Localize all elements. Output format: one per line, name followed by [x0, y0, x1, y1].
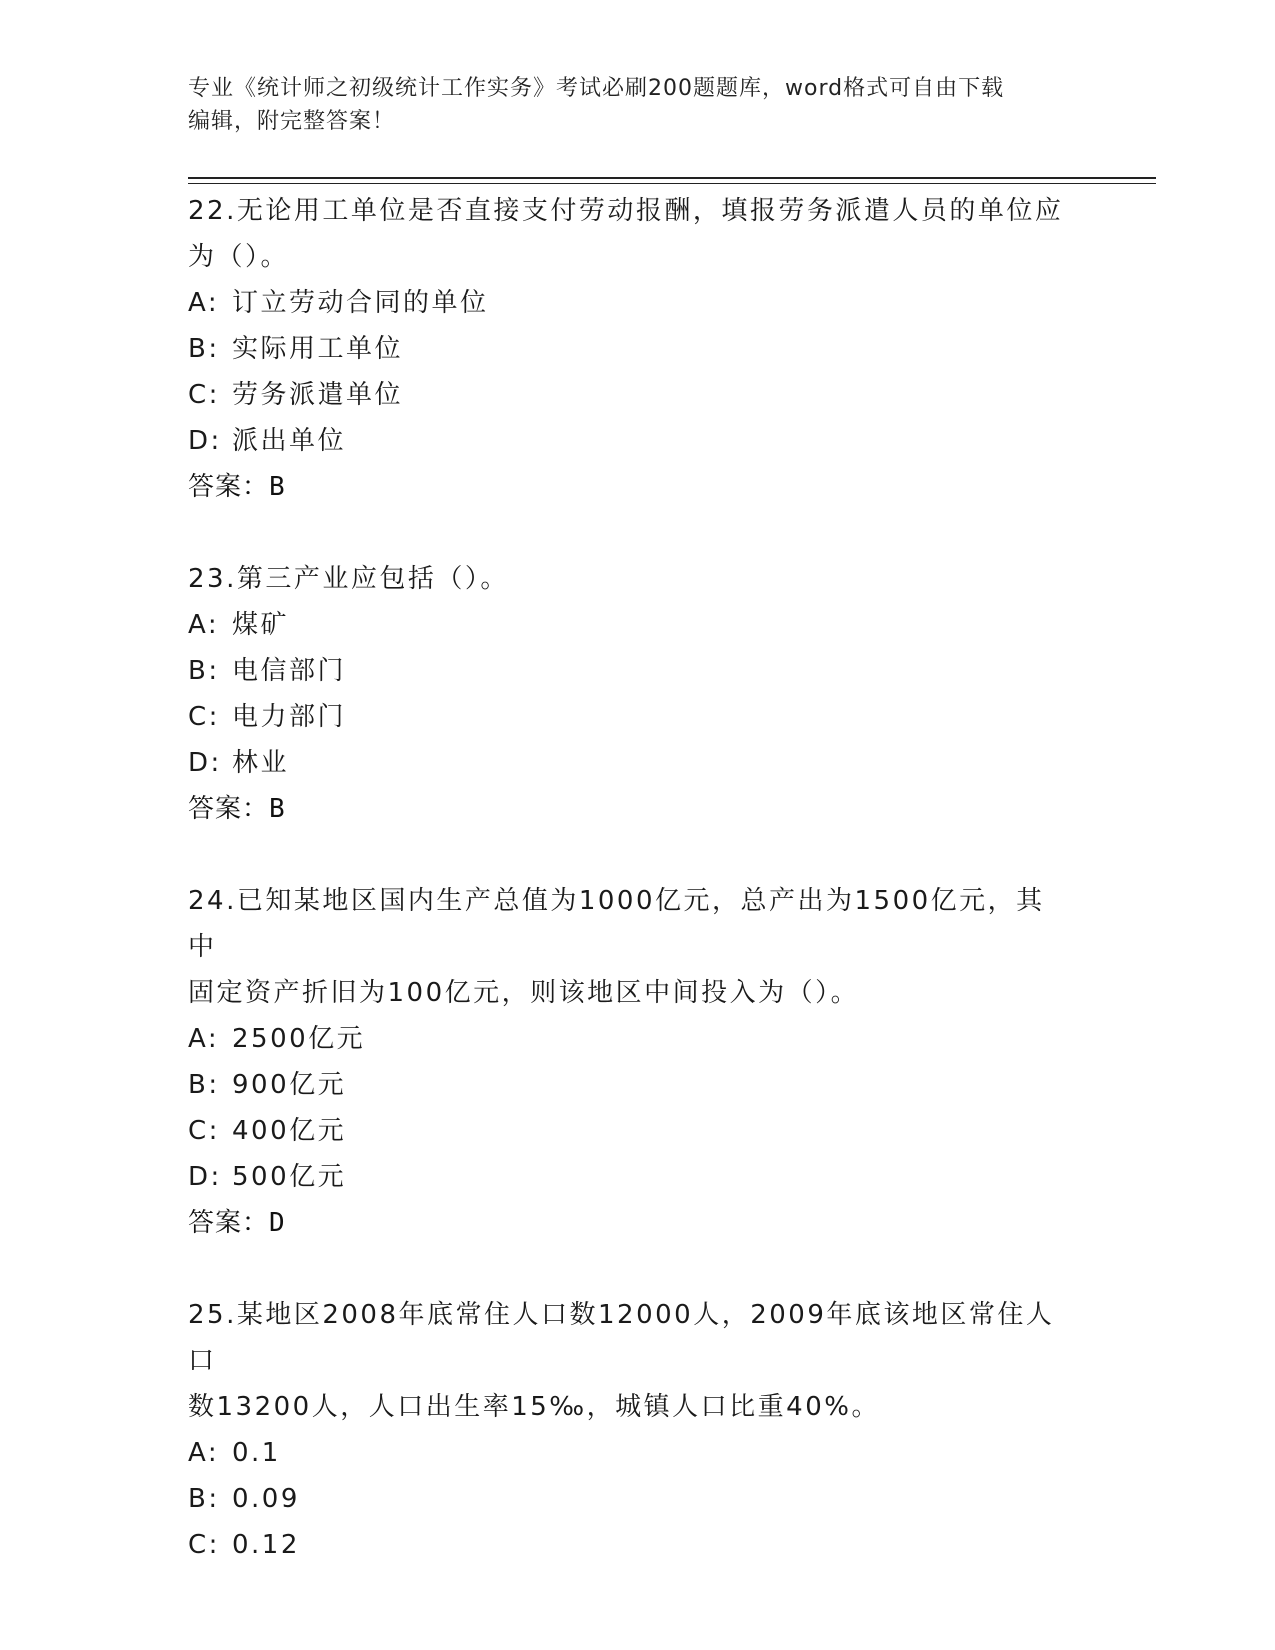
- answer-line: 答案：D: [188, 1208, 286, 1238]
- option-a: [188, 1016, 1088, 1062]
- header-divider-thick: [188, 177, 1156, 179]
- question-23: [188, 556, 1088, 832]
- option-text: 400亿元: [232, 1116, 347, 1146]
- option-b: [188, 1062, 1088, 1108]
- option-c: [188, 372, 1088, 418]
- option-text: 2500亿元: [232, 1024, 366, 1054]
- option-text: 900亿元: [232, 1070, 347, 1100]
- document-header: [188, 72, 1068, 138]
- option-text: 电信部门: [232, 656, 347, 686]
- answer-line: 答案：B: [188, 794, 286, 824]
- option-letter: D:: [188, 1162, 222, 1192]
- option-letter: A:: [188, 1024, 220, 1054]
- option-letter: D:: [188, 748, 222, 778]
- option-a: [188, 602, 1088, 648]
- option-b: [188, 1476, 1088, 1522]
- question-25: [188, 1292, 1088, 1568]
- option-a: [188, 1430, 1088, 1476]
- option-text: 订立劳动合同的单位: [232, 288, 489, 318]
- option-b: [188, 648, 1088, 694]
- option-letter: C:: [188, 702, 220, 732]
- option-d: [188, 418, 1088, 464]
- option-letter: C:: [188, 1530, 220, 1560]
- option-text: 林业: [232, 748, 290, 778]
- option-a: [188, 280, 1088, 326]
- option-b: [188, 326, 1088, 372]
- question-text-line-1: 25.某地区2008年底常住人口数12000人，2009年底该地区常住人口: [188, 1300, 1055, 1376]
- answer-line: 答案：B: [188, 472, 286, 502]
- option-letter: A:: [188, 610, 220, 640]
- option-letter: C:: [188, 1116, 220, 1146]
- option-text: 500亿元: [232, 1162, 347, 1192]
- option-text: 实际用工单位: [232, 334, 404, 364]
- option-letter: C:: [188, 380, 220, 410]
- option-text: 派出单位: [232, 426, 347, 456]
- option-text: 0.09: [232, 1484, 300, 1514]
- question-24: [188, 878, 1088, 1246]
- option-text: 0.1: [232, 1438, 281, 1468]
- question-text-line-2: 数13200人，人口出生率15‰，城镇人口比重40%。: [188, 1392, 880, 1422]
- option-letter: D:: [188, 426, 222, 456]
- option-letter: B:: [188, 334, 220, 364]
- option-c: [188, 1108, 1088, 1154]
- question-text-line-2: 固定资产折旧为100亿元，则该地区中间投入为（）。: [188, 978, 860, 1008]
- option-letter: B:: [188, 656, 220, 686]
- question-22: [188, 188, 1088, 510]
- option-text: 电力部门: [232, 702, 347, 732]
- header-line-2: 编辑，附完整答案！: [188, 109, 396, 134]
- option-letter: B:: [188, 1484, 220, 1514]
- header-divider-thin: [188, 183, 1156, 184]
- option-c: [188, 694, 1088, 740]
- question-list: [188, 188, 1088, 1614]
- option-letter: A:: [188, 1438, 220, 1468]
- option-letter: A:: [188, 288, 220, 318]
- question-text-line-1: 22.无论用工单位是否直接支付劳动报酬，填报劳务派遣人员的单位应: [188, 196, 1064, 226]
- option-text: 0.12: [232, 1530, 300, 1560]
- option-text: 劳务派遣单位: [232, 380, 404, 410]
- header-line-1: 专业《统计师之初级统计工作实务》考试必刷200题题库，word格式可自由下载: [188, 76, 1005, 101]
- question-text-line-1: 24.已知某地区国内生产总值为1000亿元，总产出为1500亿元，其中: [188, 886, 1045, 962]
- question-text-line-2: 为（）。: [188, 242, 290, 272]
- question-text-line-1: 23.第三产业应包括（）。: [188, 564, 509, 594]
- option-d: [188, 1154, 1088, 1200]
- option-d: [188, 740, 1088, 786]
- option-text: 煤矿: [232, 610, 290, 640]
- option-c: [188, 1522, 1088, 1568]
- option-letter: B:: [188, 1070, 220, 1100]
